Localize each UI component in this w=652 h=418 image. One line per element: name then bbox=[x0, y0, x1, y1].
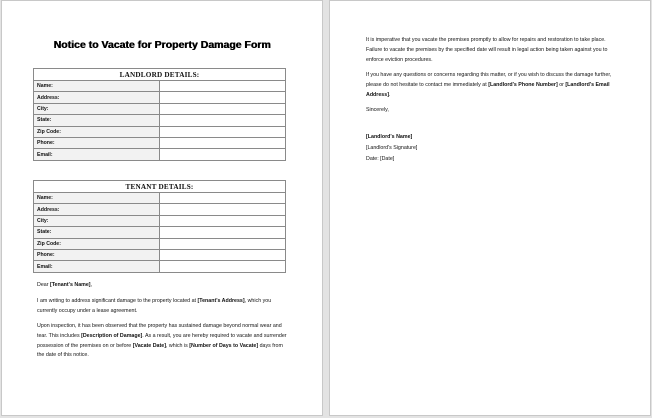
tenant-city-label: City: bbox=[34, 215, 160, 226]
tenant-zip-field[interactable] bbox=[160, 238, 286, 249]
tenant-address-placeholder: [Tenant's Address] bbox=[197, 298, 245, 304]
tenant-zip-label: Zip Code: bbox=[34, 238, 160, 249]
landlord-phone-placeholder: [Landlord's Phone Number] bbox=[488, 81, 558, 88]
table-row bbox=[34, 204, 286, 215]
inspect-text-4: days from the date of this notice. bbox=[37, 342, 283, 359]
intro-text-2: , which you currently occupy under a lease agreement. bbox=[37, 298, 272, 314]
questions-text-1: If you have any questions or concerns regarding this matter, or if you wish to discuss the damage further, please do not hesitate to contact me immediately at bbox=[366, 72, 612, 88]
table-row bbox=[34, 238, 286, 249]
landlord-zip-field[interactable] bbox=[160, 126, 286, 137]
tenant-name-field[interactable] bbox=[160, 193, 286, 204]
landlord-state-field[interactable] bbox=[160, 115, 286, 126]
table-row bbox=[34, 249, 286, 260]
tenant-city-field[interactable] bbox=[160, 215, 286, 226]
tenant-details-table bbox=[33, 180, 286, 273]
tenant-phone-label: Phone: bbox=[34, 249, 160, 260]
tenant-name-label: Name: bbox=[34, 193, 160, 204]
landlord-city-label: City: bbox=[34, 103, 160, 114]
landlord-address-label: Address: bbox=[34, 92, 160, 103]
table-row bbox=[34, 81, 286, 92]
tenant-state-label: State: bbox=[34, 227, 160, 238]
closing: Sincerely, bbox=[366, 107, 389, 113]
table-row bbox=[34, 227, 286, 238]
table-row bbox=[34, 137, 286, 148]
inspect-text-3: , which is bbox=[165, 342, 190, 349]
tenant-details-header: TENANT DETAILS: bbox=[34, 181, 286, 193]
inspect-text-1: Upon inspection, it has been observed that the property has sustained damage beyond normal wear and tear. This includes bbox=[37, 323, 282, 339]
tenant-phone-field[interactable] bbox=[160, 249, 286, 260]
days-to-vacate-placeholder: [Number of Days to Vacate] bbox=[189, 342, 259, 349]
intro-text-1: I am writing to address significant damage to the property located at bbox=[37, 298, 198, 304]
questions-text-2: or bbox=[557, 81, 566, 88]
tenant-name-placeholder: [Tenant's Name] bbox=[49, 282, 91, 288]
table-row bbox=[34, 103, 286, 114]
table-row bbox=[34, 193, 286, 204]
damage-description-placeholder: [Description of Damage] bbox=[81, 332, 143, 339]
questions-text-3: . bbox=[388, 91, 391, 98]
salutation-suffix: , bbox=[90, 282, 93, 288]
inspect-text-2: . As a result, you are hereby required to vacate and surrender possession of the premises on or before bbox=[37, 332, 287, 349]
table-row bbox=[34, 215, 286, 226]
landlord-address-field[interactable] bbox=[160, 92, 286, 103]
document-title: Notice to Vacate for Property Damage Form bbox=[53, 39, 271, 51]
date-line: Date: [Date] bbox=[366, 156, 395, 162]
landlord-details-header: LANDLORD DETAILS: bbox=[34, 69, 286, 81]
landlord-phone-label: Phone: bbox=[34, 137, 160, 148]
tenant-email-field[interactable] bbox=[160, 261, 286, 272]
landlord-phone-field[interactable] bbox=[160, 137, 286, 148]
landlord-zip-label: Zip Code: bbox=[34, 126, 160, 137]
tenant-email-label: Email: bbox=[34, 261, 160, 272]
table-row bbox=[34, 92, 286, 103]
inspection-paragraph bbox=[37, 322, 287, 361]
tenant-address-field[interactable] bbox=[160, 204, 286, 215]
landlord-name-placeholder bbox=[366, 133, 614, 143]
landlord-name-text: [Landlord's Name] bbox=[366, 134, 413, 140]
table-row bbox=[34, 115, 286, 126]
contact-paragraph bbox=[366, 71, 614, 100]
vacate-date-placeholder: [Vacate Date] bbox=[132, 342, 166, 349]
landlord-details-table bbox=[33, 68, 286, 161]
landlord-signature-placeholder: [Landlord's Signature] bbox=[366, 145, 418, 151]
landlord-name-label: Name: bbox=[34, 81, 160, 92]
landlord-name-field[interactable] bbox=[160, 81, 286, 92]
salutation bbox=[37, 281, 287, 291]
table-row bbox=[34, 149, 286, 160]
imperative-paragraph: It is imperative that you vacate the premises promptly to allow for repairs and restoration to take place. Failure to vacate the premises by the specified date will result in legal action being taken against you to enforce eviction procedures. bbox=[366, 37, 608, 63]
landlord-state-label: State: bbox=[34, 115, 160, 126]
table-row bbox=[34, 126, 286, 137]
tenant-state-field[interactable] bbox=[160, 227, 286, 238]
landlord-email-field[interactable] bbox=[160, 149, 286, 160]
intro-paragraph bbox=[37, 297, 287, 317]
table-row bbox=[34, 261, 286, 272]
tenant-address-label: Address: bbox=[34, 204, 160, 215]
landlord-city-field[interactable] bbox=[160, 103, 286, 114]
landlord-email-placeholder: [Landlord's Email Address] bbox=[366, 81, 610, 98]
salutation-prefix: Dear bbox=[37, 282, 50, 288]
landlord-email-label: Email: bbox=[34, 149, 160, 160]
